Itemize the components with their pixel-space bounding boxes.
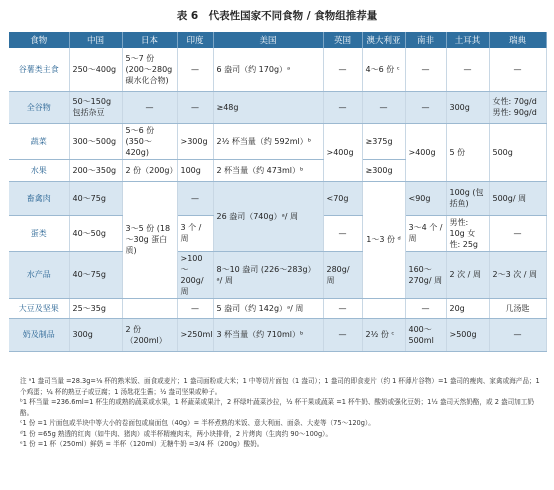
table-cell: 3 杯当量（约 710ml）ᵇ xyxy=(213,318,323,351)
table-cell: 1～3 份 ᵈ xyxy=(362,181,405,298)
table-title: 表 6 代表性国家不同食物 / 食物组推荐量 xyxy=(176,10,378,22)
table-cell: 280g/ 周 xyxy=(323,251,362,298)
table-cell: — xyxy=(446,48,489,91)
header-turkey: 土耳其 xyxy=(446,32,489,48)
table-cell: — xyxy=(405,91,446,123)
table-cell: 20g xyxy=(446,298,489,318)
header-japan: 日本 xyxy=(122,32,177,48)
table-cell: — xyxy=(489,215,546,251)
table-cell: >100～200g/ 周 xyxy=(177,251,213,298)
table-cell: — xyxy=(122,91,177,123)
table-row xyxy=(9,48,546,91)
table-cell: 300～500g xyxy=(69,123,122,159)
table-cell: — xyxy=(405,298,446,318)
table-cell: 26 盎司（740g）ᵃ/ 周 xyxy=(213,181,323,251)
table-cell: — xyxy=(362,91,405,123)
row-label: 蔬菜 xyxy=(9,123,69,159)
header-usa: 美国 xyxy=(213,32,323,48)
table-cell: 5～6 份 (350～420g) xyxy=(122,123,177,159)
table-cell: 2½ 杯当量（约 592ml）ᵇ xyxy=(213,123,323,159)
table-cell: 50～150g 包括杂豆 xyxy=(69,91,122,123)
table-row xyxy=(9,251,546,298)
table-cell: 2 次 / 周 xyxy=(446,251,489,298)
row-label: 水产品 xyxy=(9,251,69,298)
row-label: 谷薯类主食 xyxy=(9,48,69,91)
table-cell: 2 份（200g） xyxy=(122,159,177,181)
table-cell: — xyxy=(489,318,546,351)
table-cell: — xyxy=(323,91,362,123)
table-cell: 100g (包括鱼) xyxy=(446,181,489,215)
row-label: 水果 xyxy=(9,159,69,181)
table-cell: 8～10 盎司 (226～283g）ᵃ/ 周 xyxy=(213,251,323,298)
table-cell: 500g/ 周 xyxy=(489,181,546,215)
table-row xyxy=(9,318,546,351)
table-cell: ≥48g xyxy=(213,91,323,123)
table-cell: 160～270g/ 周 xyxy=(405,251,446,298)
table-cell: ≥375g xyxy=(362,123,405,159)
table-row xyxy=(9,298,546,318)
table-cell: — xyxy=(177,181,213,215)
table-cell: >400g xyxy=(405,123,446,181)
footnote: ᵉ1 份 =1 杯（250ml）鲜奶 = 半杯（120ml）无糖牛奶 =3/4 杯（200g）酸奶。 xyxy=(20,440,264,448)
table-cell: — xyxy=(489,48,546,91)
footnote: ᶜ1 份 =1 片面包或半块中等大小的卷面包或扁面包（40g）= 半杯煮熟的米饭、意大利面、面条、大麦等（75～120g）。 xyxy=(20,419,375,427)
table-cell: >500g xyxy=(446,318,489,351)
table-cell xyxy=(122,298,177,318)
table-cell: 40～75g xyxy=(69,251,122,298)
table-cell: 400～500ml xyxy=(405,318,446,351)
header-australia: 澳大利亚 xyxy=(362,32,405,48)
footnote: ᵇ1 杯当量 =236.6ml=1 杯生的或熟的蔬菜或水果，1 杯蔬菜或果汁，2 杯绿叶蔬菜沙拉，½ 杯干果或蔬菜 =1 杯牛奶、酸奶或强化豆奶；1½ 盎司天然奶酪，或 2 盎司加工奶酪。 xyxy=(20,398,534,417)
table-cell: — xyxy=(323,318,362,351)
table-cell: 6 盎司（约 170g）ᵃ xyxy=(213,48,323,91)
table-cell: >250ml xyxy=(177,318,213,351)
header-india: 印度 xyxy=(177,32,213,48)
table-cell: 几汤匙 xyxy=(489,298,546,318)
table-cell: — xyxy=(323,215,362,251)
row-label: 大豆及坚果 xyxy=(9,298,69,318)
row-label: 蛋类 xyxy=(9,215,69,251)
table-cell: 4～6 份 ᶜ xyxy=(362,48,405,91)
header-food: 食物 xyxy=(9,32,69,48)
table-cell: 300g xyxy=(446,91,489,123)
table-cell: >300g xyxy=(177,123,213,159)
header-sweden: 瑞典 xyxy=(489,32,546,48)
table-cell: 女性: 70g/d 男性: 90g/d xyxy=(489,91,546,123)
table-cell: — xyxy=(405,48,446,91)
table-cell: 40～50g xyxy=(69,215,122,251)
table-cell: 5 份 xyxy=(446,123,489,181)
table-cell: 男性: 10g 女性: 25g xyxy=(446,215,489,251)
table-cell: 2 杯当量（约 473ml）ᵇ xyxy=(213,159,323,181)
table-cell: — xyxy=(177,298,213,318)
table-cell xyxy=(362,298,405,318)
table-cell: ≥300g xyxy=(362,159,405,181)
table-cell: 500g xyxy=(489,123,546,181)
row-label: 奶及制品 xyxy=(9,318,69,351)
table-cell: >400g xyxy=(323,123,362,181)
header-uk: 英国 xyxy=(323,32,362,48)
table-cell: — xyxy=(177,91,213,123)
table-cell: 2½ 份 ᶜ xyxy=(362,318,405,351)
table-cell: 200～350g xyxy=(69,159,122,181)
table-cell: 2～3 次 / 周 xyxy=(489,251,546,298)
table-row xyxy=(9,91,546,123)
row-label: 全谷物 xyxy=(9,91,69,123)
table-cell: — xyxy=(177,48,213,91)
table-cell: 100g xyxy=(177,159,213,181)
table-cell: — xyxy=(323,298,362,318)
footnote: ᵈ1 份 =65g 熟透的红肉（如牛肉、猪肉）或半杯精瘦肉末，两小块排骨，2 片烤肉（生肉约 90～100g）。 xyxy=(20,429,333,438)
header-china: 中国 xyxy=(69,32,122,48)
table-cell: 40～75g xyxy=(69,181,122,215)
table-cell: <90g xyxy=(405,181,446,215)
table-cell: 250～400g xyxy=(69,48,122,91)
table-cell: 5～7 份 (200～280g 碳水化合物) xyxy=(122,48,177,91)
header-south-africa: 南非 xyxy=(405,32,446,48)
table-row xyxy=(9,181,546,215)
table-cell: 2 份（200ml） xyxy=(122,318,177,351)
table-footnotes xyxy=(20,376,540,450)
table-cell: 5 盎司（约 142g）ᵃ/ 周 xyxy=(213,298,323,318)
table-cell: 3～4 个 / 周 xyxy=(405,215,446,251)
table-row xyxy=(9,123,546,159)
table-cell: 25～35g xyxy=(69,298,122,318)
row-label: 畜禽肉 xyxy=(9,181,69,215)
footnote: 注 ᵃ1 盎司当量 =28.3g=⅛ 杯的熟米饭、面食或麦片；1 盎司面粉或大米；1 中等切片面包（1 盎司）；1 盎司的即食麦片（约 1 杯薄片谷物）=1 盎司的瘦肉、家禽或海产品；1 个鸡蛋；¼ 杯的熟豆子或豆腐；1 汤匙花生酱；½ 盎司坚果或种子。 xyxy=(20,377,540,396)
table-cell: 300g xyxy=(69,318,122,351)
table-cell: 3～5 份 (18～30g 蛋白质) xyxy=(122,181,177,298)
table-cell: 3 个 / 周 xyxy=(177,215,213,251)
header-row xyxy=(9,32,546,48)
food-recommendation-table xyxy=(9,32,547,352)
table-cell: — xyxy=(323,48,362,91)
table-cell: <70g xyxy=(323,181,362,215)
